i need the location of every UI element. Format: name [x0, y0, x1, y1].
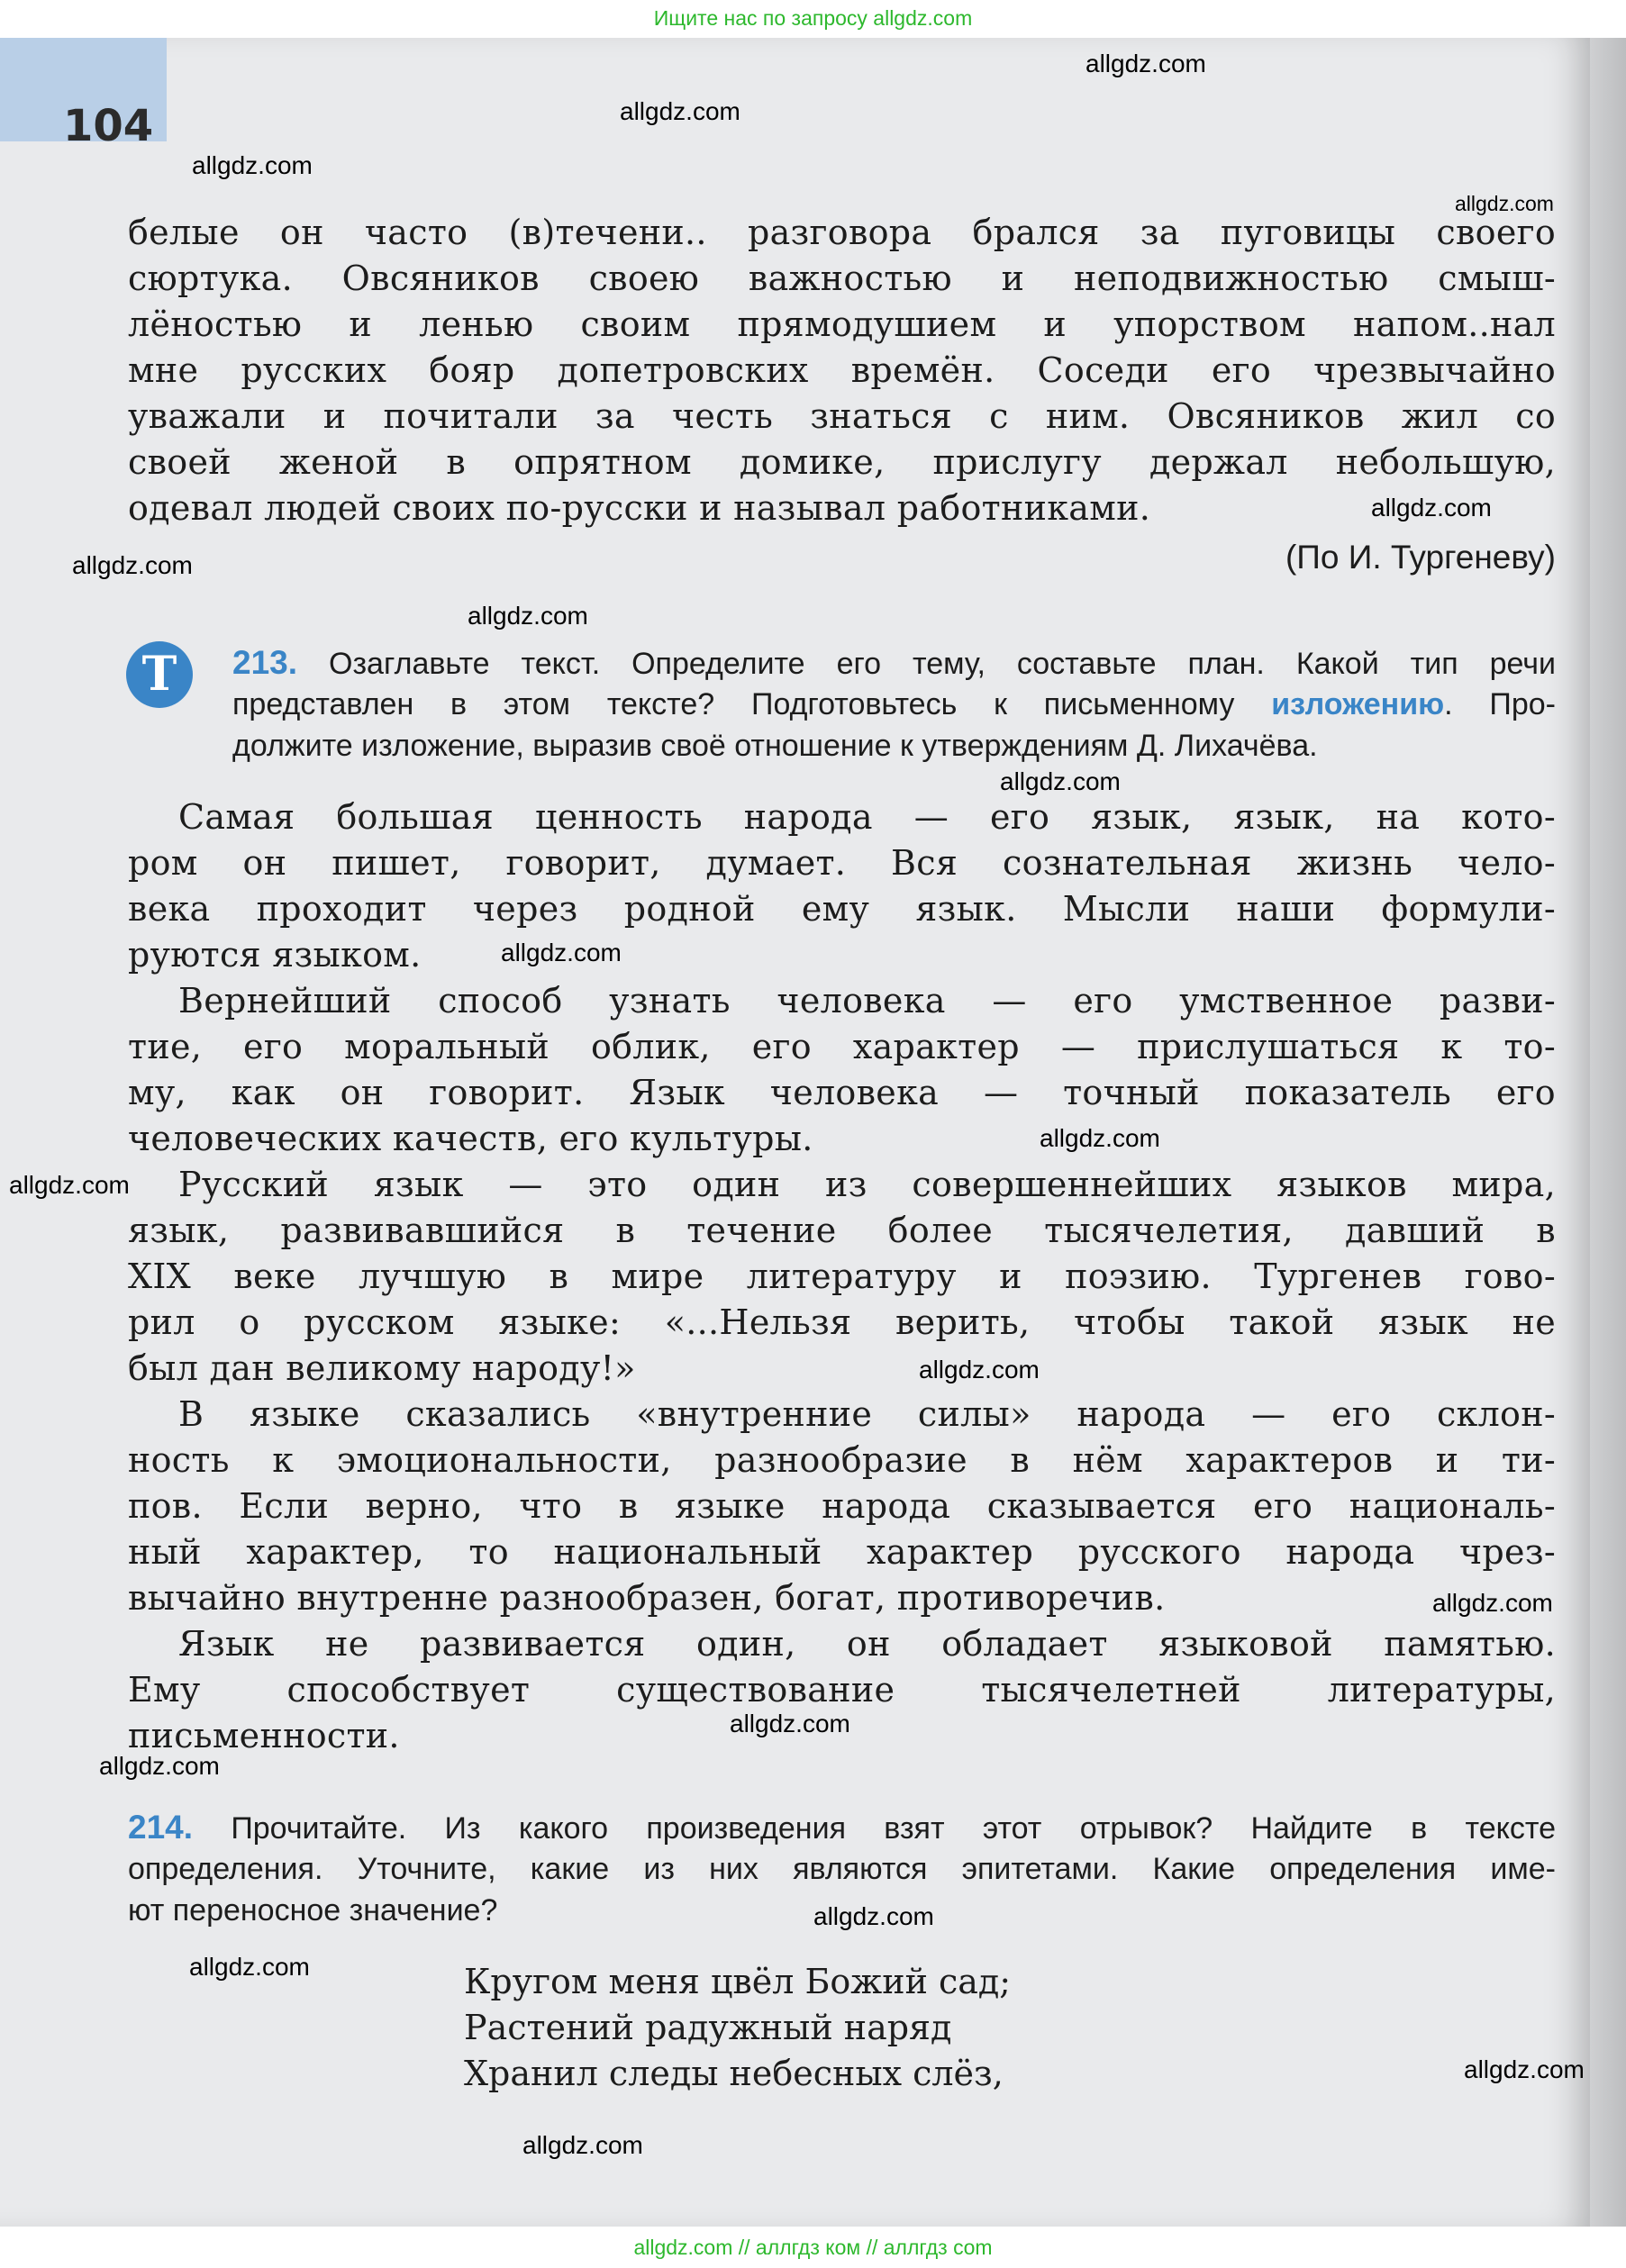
task-213-text: . Про-	[1444, 687, 1556, 721]
text-line: Самая большая ценность народа — его язык, язык, на кото-	[178, 797, 1556, 837]
task-214-text: Прочитайте. Из какого произведения взят этот отрывок? Найдите в тексте	[231, 1811, 1556, 1846]
watermark: allgdz.com	[620, 97, 740, 125]
text-line: ром он пишет, говорит, думает. Вся сознательная жизнь чело-	[128, 843, 1556, 883]
watermark: allgdz.com	[813, 1902, 934, 1930]
watermark: allgdz.com	[1371, 494, 1492, 522]
text-line: Ему способствует существование тысячелетней литературы,	[128, 1670, 1556, 1710]
text-line: одевал людей своих по-русски и называл работниками.	[128, 488, 1151, 528]
text-line: язык, развивавшийся в течение более тысячелетия, давший в	[128, 1211, 1556, 1250]
watermark: allgdz.com	[1040, 1124, 1160, 1152]
watermark: allgdz.com	[468, 602, 588, 630]
text-line: Язык не развивается один, он обладает языковой памятью.	[178, 1624, 1556, 1664]
watermark: allgdz.com	[1455, 192, 1554, 215]
text-line: му, как он говорит. Язык человека — точный показатель его	[128, 1073, 1556, 1112]
text-line: мне русских бояр допетровских времён. Соседи его чрезвычайно	[128, 350, 1556, 390]
poem-line: Растений радужный наряд	[464, 2008, 952, 2047]
task-213-text: Озаглавьте текст. Определите его тему, составьте план. Какой тип речи	[329, 647, 1557, 681]
task-214-number: 214.	[128, 1809, 194, 1846]
text-line: ный характер, то национальный характер русского народа чрез-	[128, 1532, 1556, 1572]
task-214-line: ют переносное значение?	[128, 1893, 498, 1928]
page-number: 104	[63, 101, 154, 151]
text-line: уважали и почитали за честь знаться с ним. Овсяников жил со	[128, 396, 1556, 436]
text-line: века проходит через родной ему язык. Мысли наши формули-	[128, 889, 1556, 929]
task-213-line	[232, 642, 1556, 685]
task-213-keyword: изложению	[1271, 687, 1445, 721]
bottom-bar[interactable]: allgdz.com // аллгдз ком // аллгдз com	[0, 2227, 1626, 2268]
text-line: Русский язык — это один из совершеннейших языков мира,	[178, 1165, 1556, 1204]
page-spine-shadow	[1590, 38, 1626, 2227]
watermark: allgdz.com	[1432, 1589, 1553, 1617]
task-214-line	[128, 1807, 1556, 1849]
text-line: XIX веке лучшую в мире литературу и поэзию. Тургенев гово-	[128, 1256, 1556, 1296]
text-line: письменности.	[128, 1716, 400, 1755]
text-line: тие, его моральный облик, его характер — прислушаться к то-	[128, 1027, 1556, 1066]
watermark: allgdz.com	[522, 2131, 643, 2159]
watermark: allgdz.com	[72, 551, 193, 579]
text-line: руются языком.	[128, 935, 422, 975]
text-line: своей женой в опрятном домике, прислугу держал небольшую,	[128, 442, 1556, 482]
text-line: лёностью и ленью своим прямодушием и упорством напом..нал	[128, 304, 1556, 344]
task-213-text: представлен в этом тексте? Подготовьтесь к письменному	[232, 687, 1235, 721]
task-213-number: 213.	[232, 644, 298, 681]
poem-line: Кругом меня цвёл Божий сад;	[464, 1962, 1012, 2001]
text-line: человеческих качеств, его культуры.	[128, 1119, 813, 1158]
text-line: В языке сказались «внутренние силы» народа — его склон-	[178, 1394, 1556, 1434]
watermark: allgdz.com	[501, 939, 622, 966]
text-line: пов. Если верно, что в языке народа сказывается его националь-	[128, 1486, 1556, 1526]
watermark: allgdz.com	[919, 1356, 1040, 1383]
task-213-line: должите изложение, выразив своё отношение к утверждениям Д. Лихачёва.	[232, 729, 1318, 763]
text-line: вычайно внутренне разнообразен, богат, противоречив.	[128, 1578, 1166, 1618]
top-banner[interactable]: Ищите нас по запросу allgdz.com	[0, 0, 1626, 38]
task-213-line	[232, 684, 1556, 725]
watermark: allgdz.com	[9, 1171, 130, 1199]
watermark: allgdz.com	[1000, 767, 1121, 795]
attribution: (По И. Тургеневу)	[1285, 539, 1556, 576]
watermark: allgdz.com	[730, 1710, 850, 1737]
text-line: был дан великому народу!»	[128, 1348, 636, 1388]
task-type-badge-icon: Т	[126, 641, 193, 708]
task-214-line: определения. Уточните, какие из них являются эпитетами. Какие определения име-	[128, 1852, 1556, 1886]
watermark: allgdz.com	[192, 151, 313, 179]
text-line: рил о русском языке: «...Нельзя верить, чтобы такой язык не	[128, 1302, 1556, 1342]
watermark: allgdz.com	[99, 1752, 220, 1780]
text-line: белые он часто (в)течени.. разговора брался за пуговицы своего	[128, 213, 1556, 252]
watermark: allgdz.com	[189, 1953, 310, 1981]
text-line: сюртука. Овсяников своею важностью и неподвижностью смыш-	[128, 259, 1556, 298]
watermark: allgdz.com	[1086, 50, 1206, 77]
poem-line: Хранил следы небесных слёз,	[464, 2054, 1004, 2093]
text-line: ность к эмоциональности, разнообразие в нём характеров и ти-	[128, 1440, 1556, 1480]
watermark: allgdz.com	[1464, 2055, 1585, 2083]
text-line: Вернейший способ узнать человека — его умственное разви-	[178, 981, 1556, 1021]
